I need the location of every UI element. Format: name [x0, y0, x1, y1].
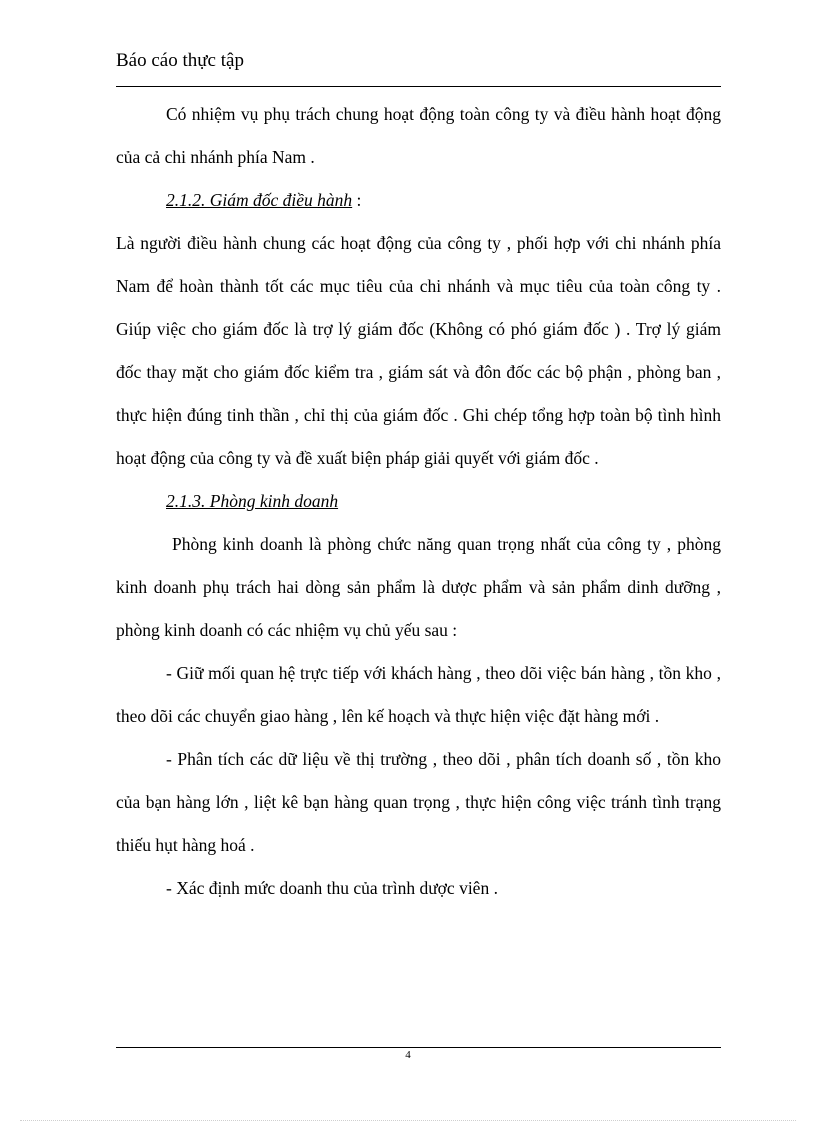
list-item: - Giữ mối quan hệ trực tiếp với khách hàng , theo dõi việc bán hàng , tồn kho , theo dõi các chuyển giao hàng , lên kế hoạch và thực hiện việc đặt hàng mới .: [116, 663, 721, 726]
section-heading-executive-director: [116, 179, 721, 222]
footer-divider: [116, 1047, 721, 1048]
document-body: [116, 93, 721, 910]
paragraph-duties-director: Có nhiệm vụ phụ trách chung hoạt động toàn công ty và điều hành hoạt động của cả chi nhánh phía Nam .: [116, 104, 721, 167]
section-heading-text: 2.1.2. Giám đốc điều hành: [166, 190, 353, 210]
section-heading-text: 2.1.3. Phòng kinh doanh: [166, 491, 339, 511]
list-item: - Xác định mức doanh thu của trình dược viên .: [166, 878, 498, 898]
page-header-title: Báo cáo thực tập: [116, 50, 244, 71]
header-divider: [116, 86, 721, 87]
paragraph-business-dept: Phòng kinh doanh là phòng chức năng quan trọng nhất của công ty , phòng kinh doanh phụ trách hai dòng sản phẩm là dược phẩm và sản phẩm dinh dưỡng , phòng kinh doanh có các nhiệm vụ chủ yếu sau :: [116, 534, 721, 640]
page-number: 4: [405, 1049, 411, 1061]
list-item: - Phân tích các dữ liệu về thị trường , theo dõi , phân tích doanh số , tồn kho của bạn hàng lớn , liệt kê bạn hàng quan trọng , thực hiện công việc tránh tình trạng thiếu hụt hàng hoá .: [116, 749, 721, 855]
section-heading-business-dept: [116, 480, 721, 523]
section-heading-colon: :: [352, 190, 362, 210]
page-edge-divider: [20, 1120, 796, 1121]
paragraph-executive-director: Là người điều hành chung các hoạt động của công ty , phối hợp với chi nhánh phía Nam để hoàn thành tốt các mục tiêu của chi nhánh và mục tiêu của toàn công ty . Giúp việc cho giám đốc là trợ lý giám đốc (Không có phó giám đốc ) . Trợ lý giám đốc thay mặt cho giám đốc kiểm tra , giám sát và đôn đốc các bộ phận , phòng ban , thực hiện đúng tinh thần , chỉ thị của giám đốc . Ghi chép tổng hợp toàn bộ tình hình hoạt động của công ty và đề xuất biện pháp giải quyết với giám đốc .: [116, 233, 721, 468]
